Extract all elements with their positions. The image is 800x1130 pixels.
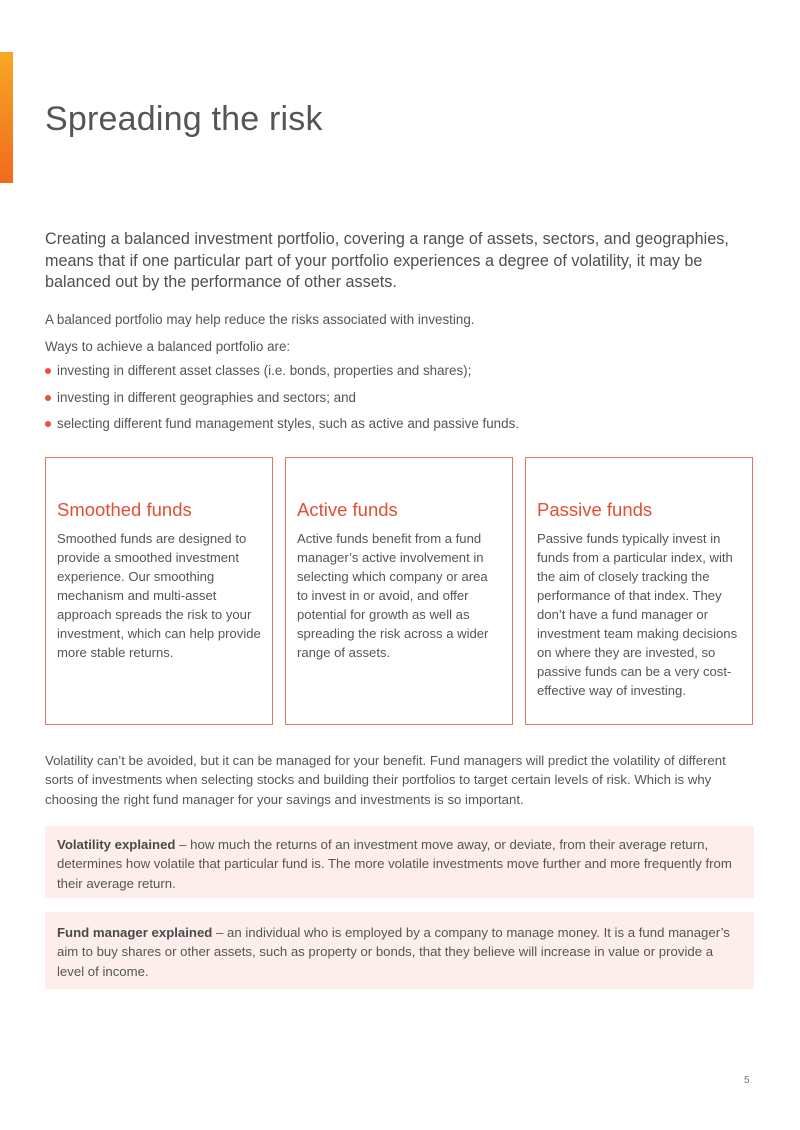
page-number: 5 (744, 1075, 750, 1086)
balanced-portfolio-list (45, 361, 519, 441)
list-item (45, 414, 519, 441)
list-item-text: selecting different fund management styles, such as active and passive funds. (57, 416, 519, 431)
bullet-dot-icon (45, 395, 51, 401)
card-text: Active funds benefit from a fund manager’s active involvement in selecting which company or area to invest in or avoid, and offer potential for growth as well as spreading the risk across a wider range of assets. (297, 531, 489, 660)
page-title: Spreading the risk (45, 100, 323, 138)
intro-lead: Creating a balanced investment portfolio, covering a range of assets, sectors, and geographies, means that if one particular part of your portfolio experiences a degree of volatility, it may be balanced out by the performance of other assets. (45, 230, 729, 291)
fund-type-cards (45, 457, 754, 725)
callout-volatility-explained (45, 826, 754, 898)
list-item-text: investing in different geographies and sectors; and (57, 389, 357, 405)
card-passive-funds (525, 457, 753, 725)
callout-term: Fund manager explained (57, 925, 213, 940)
card-smoothed-funds (45, 457, 273, 725)
callout-text: – how much the returns of an investment move away, or deviate, from their average return, determines how volatile that particular fund is. The more volatile investments move further and more frequently from their average return. (57, 837, 732, 891)
bullet-dot-icon (45, 368, 51, 374)
card-title: Passive funds (537, 499, 653, 520)
intro-paragraph-1: A balanced portfolio may help reduce the risks associated with investing. (45, 312, 475, 327)
card-text: Passive funds typically invest in funds from a particular index, with the aim of closely tracking the performance of that index. They don’t have a fund manager or investment team making decisions on where they are invested, so passive funds can be a very cost-effective way of investing. (537, 531, 738, 698)
callout-term: Volatility explained (57, 837, 176, 852)
card-title: Smoothed funds (57, 499, 192, 520)
card-active-funds (285, 457, 513, 725)
accent-bar (0, 52, 13, 183)
intro-paragraph-2: Ways to achieve a balanced portfolio are: (45, 339, 291, 354)
volatility-paragraph: Volatility can’t be avoided, but it can be managed for your benefit. Fund managers will predict the volatility of different sorts of investments when selecting stocks and building their portfolios to target certain levels of risk. Which is why choosing the right fund manager for your savings and investments is so important. (45, 753, 726, 807)
card-title: Active funds (297, 499, 398, 520)
list-item (45, 361, 519, 388)
callout-text: – an individual who is employed by a company to manage money. It is a fund manager’s aim to buy shares or other assets, such as property or bonds, that they believe will increase in value or provide a level of income. (57, 925, 730, 979)
bullet-dot-icon (45, 421, 51, 427)
callout-fund-manager-explained (45, 912, 754, 989)
card-text: Smoothed funds are designed to provide a smoothed investment experience. Our smoothing mechanism and multi-asset approach spreads the risk to your investment, which can help provide more stable returns. (57, 531, 261, 660)
list-item (45, 388, 519, 415)
list-item-text: investing in different asset classes (i.e. bonds, properties and shares); (57, 363, 472, 378)
